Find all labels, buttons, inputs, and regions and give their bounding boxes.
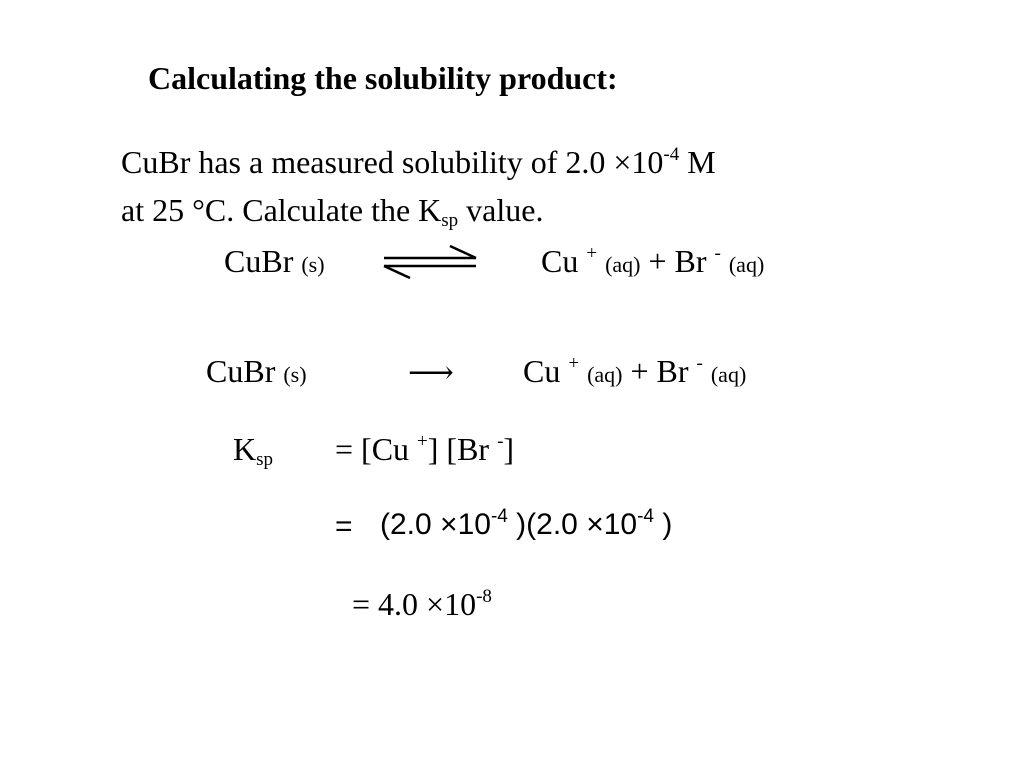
ksp-subscript: sp [256, 449, 274, 470]
problem-statement [121, 138, 716, 234]
cu-charge: + [586, 243, 598, 264]
substitution-eq-sign: = [335, 510, 353, 543]
reactant-phase: (s) [301, 252, 325, 277]
ksp-k: K [233, 431, 257, 467]
equilibrium-arrow-icon [380, 244, 480, 280]
expr-part-c: ] [503, 431, 515, 467]
power-base: 10 [457, 508, 491, 541]
equilibrium-reactant [224, 243, 325, 280]
times-sign: × [613, 144, 632, 180]
reactant-formula: CuBr [224, 243, 294, 279]
expr-part-a: = [Cu [335, 431, 418, 467]
cu-charge: + [568, 353, 580, 374]
cu-phase: (aq) [605, 252, 641, 277]
problem-line-1-text: CuBr has a measured solubility of 2.0 [121, 144, 614, 180]
ksp-expression [335, 431, 514, 468]
exponent: -4 [663, 144, 680, 165]
dissolution-products [523, 353, 746, 390]
result-prefix: = 4.0 [352, 586, 427, 622]
times-sign: × [586, 508, 604, 541]
sub-part-b: )(2.0 [507, 508, 587, 541]
power-base: 10 [603, 508, 638, 541]
slide-title: Calculating the solubility product: [148, 60, 618, 96]
br-phase: (aq) [728, 252, 765, 277]
substitution-expression [380, 508, 672, 542]
br-phase: (aq) [710, 362, 747, 387]
ksp-symbol [233, 431, 273, 468]
sub-part-a: (2.0 [380, 508, 441, 541]
power-base: 10 [631, 144, 664, 180]
ksp-subscript: sp [441, 210, 459, 231]
exponent: -8 [476, 586, 492, 607]
problem-line-1 [121, 138, 716, 186]
expr-part-b: ] [Br [427, 431, 498, 467]
cu-phase: (aq) [587, 362, 623, 387]
result [352, 586, 492, 623]
problem-line-2-tail: value. [458, 192, 544, 228]
exponent: -4 [490, 506, 508, 527]
br-charge: - [714, 243, 721, 264]
times-sign: × [426, 586, 445, 622]
product-cu: Cu [541, 243, 587, 279]
power-base: 10 [444, 586, 477, 622]
reactant-phase: (s) [283, 362, 307, 387]
exponent: -4 [637, 506, 655, 527]
times-sign: × [440, 508, 458, 541]
plus-br: + Br [622, 353, 697, 389]
problem-line-2-text: at 25 °C. Calculate the K [121, 192, 442, 228]
right-arrow-icon: ⟶ [408, 354, 454, 390]
product-cu: Cu [523, 353, 569, 389]
reactant-formula: CuBr [206, 353, 276, 389]
br-charge: - [696, 353, 703, 374]
plus-br: + Br [640, 243, 715, 279]
sub-part-c: ) [654, 508, 673, 541]
equilibrium-products [541, 243, 764, 280]
br-charge: - [497, 431, 504, 452]
problem-line-2 [121, 186, 716, 234]
unit: M [679, 144, 716, 180]
dissolution-reactant [206, 353, 307, 390]
cu-charge: + [417, 431, 428, 452]
